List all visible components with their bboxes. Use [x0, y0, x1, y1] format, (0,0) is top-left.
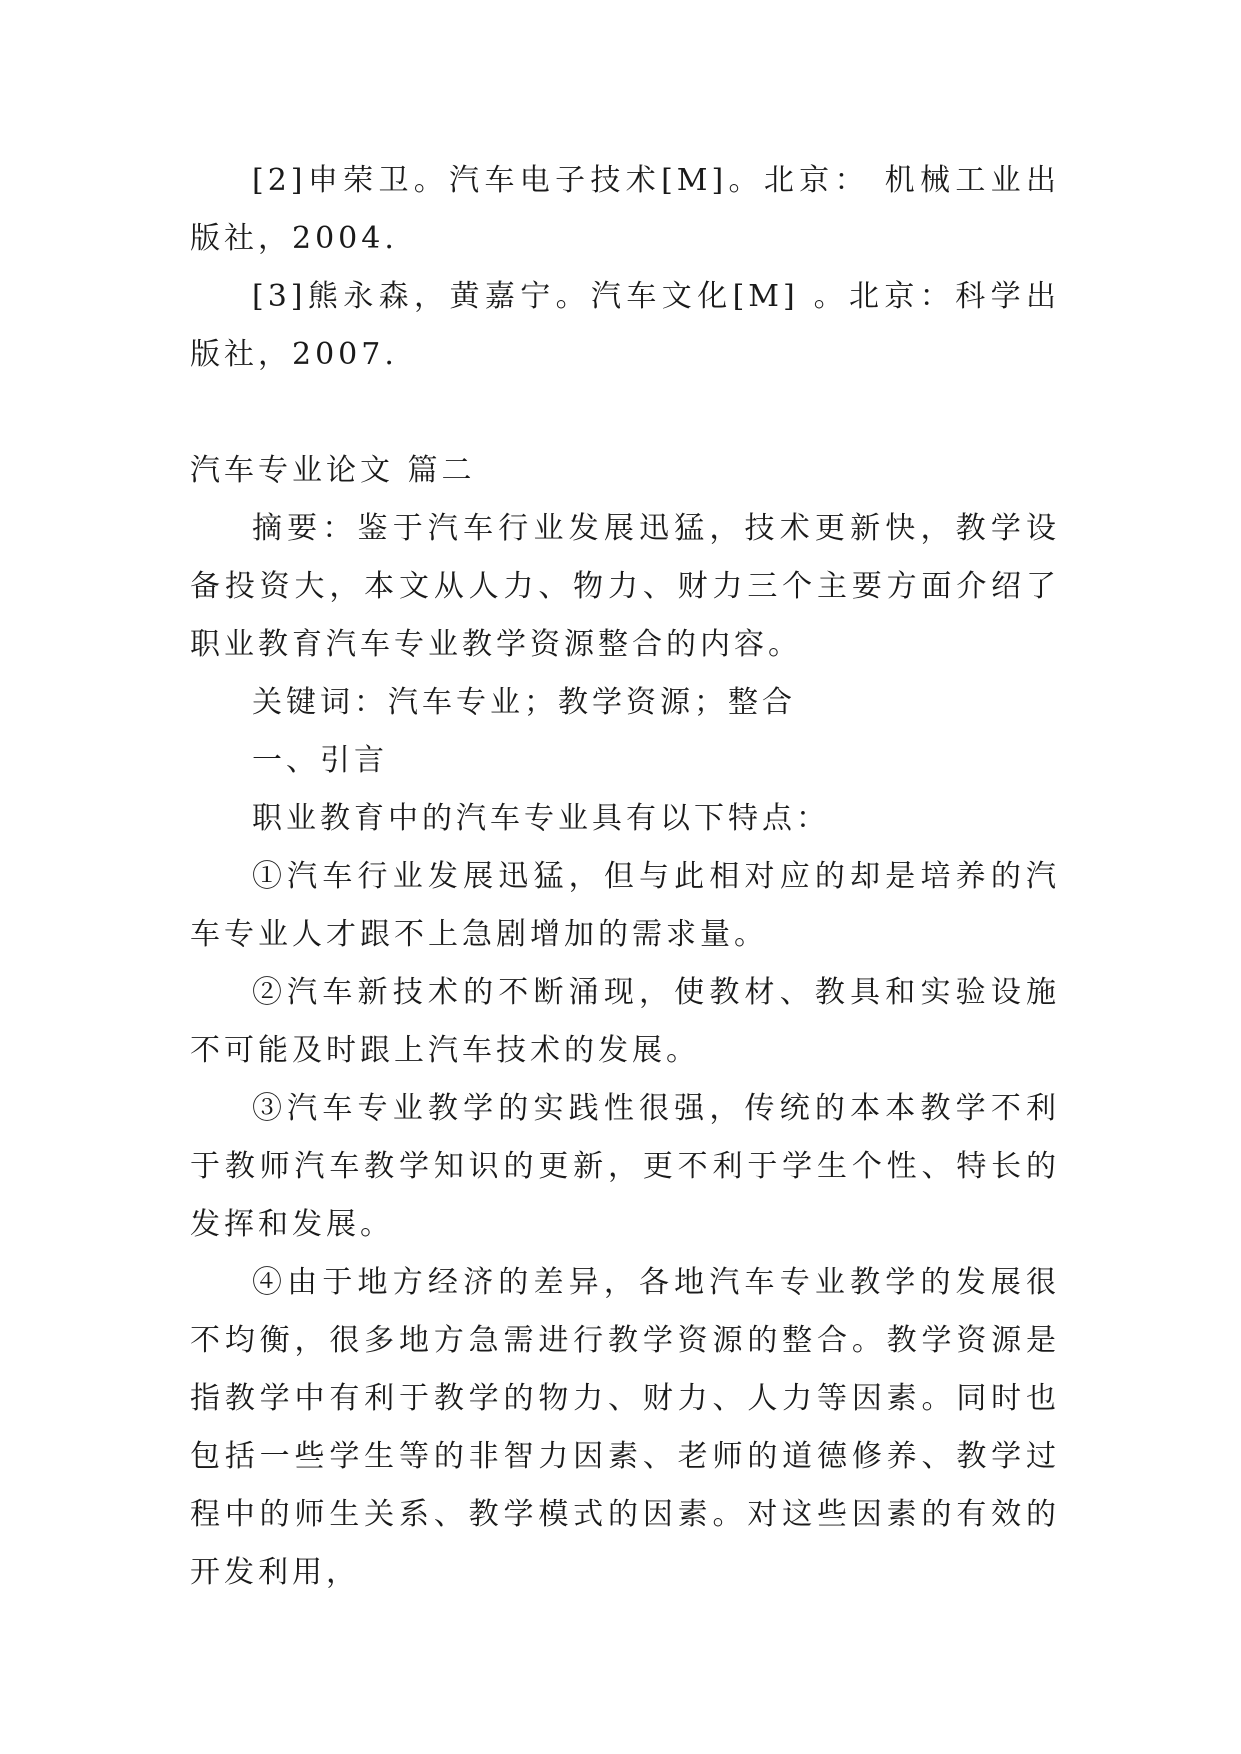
point-paragraph: ④由于地方经济的差异，各地汽车专业教学的发展很不均衡，很多地方急需进行教学资源的整合。教学资源是指教学中有利于教学的物力、财力、人力等因素。同时也包括一些学生等的非智力因素、老师的道德修养、教学过程中的师生关系、教学模式的因素。对这些因素的有效的开发利用，: [190, 1265, 1060, 1590]
reference-item: [2]申荣卫。汽车电子技术[M]。北京： 机械工业出版社，2004.: [190, 163, 1060, 256]
intro-heading: 一、引言: [252, 743, 388, 778]
reference-item: [3]熊永森，黄嘉宁。汽车文化[M] 。北京：科学出版社，2007.: [190, 279, 1060, 372]
section-title: 汽车专业论文 篇二: [190, 453, 476, 488]
intro-lead: 职业教育中的汽车专业具有以下特点：: [252, 801, 830, 836]
section-spacer: [190, 384, 1060, 442]
document-body: [190, 152, 1060, 1602]
keywords-line: 关键词：汽车专业；教学资源；整合: [252, 685, 796, 720]
point-paragraph: ③汽车专业教学的实践性很强，传统的本本教学不利于教师汽车教学知识的更新，更不利于学生个性、特长的发挥和发展。: [190, 1091, 1060, 1242]
point-paragraph: ①汽车行业发展迅猛，但与此相对应的却是培养的汽车专业人才跟不上急剧增加的需求量。: [190, 859, 1060, 952]
abstract-paragraph: 摘要：鉴于汽车行业发展迅猛，技术更新快，教学设备投资大，本文从人力、物力、财力三个主要方面介绍了职业教育汽车专业教学资源整合的内容。: [190, 511, 1060, 662]
point-paragraph: ②汽车新技术的不断涌现，使教材、教具和实验设施不可能及时跟上汽车技术的发展。: [190, 975, 1060, 1068]
